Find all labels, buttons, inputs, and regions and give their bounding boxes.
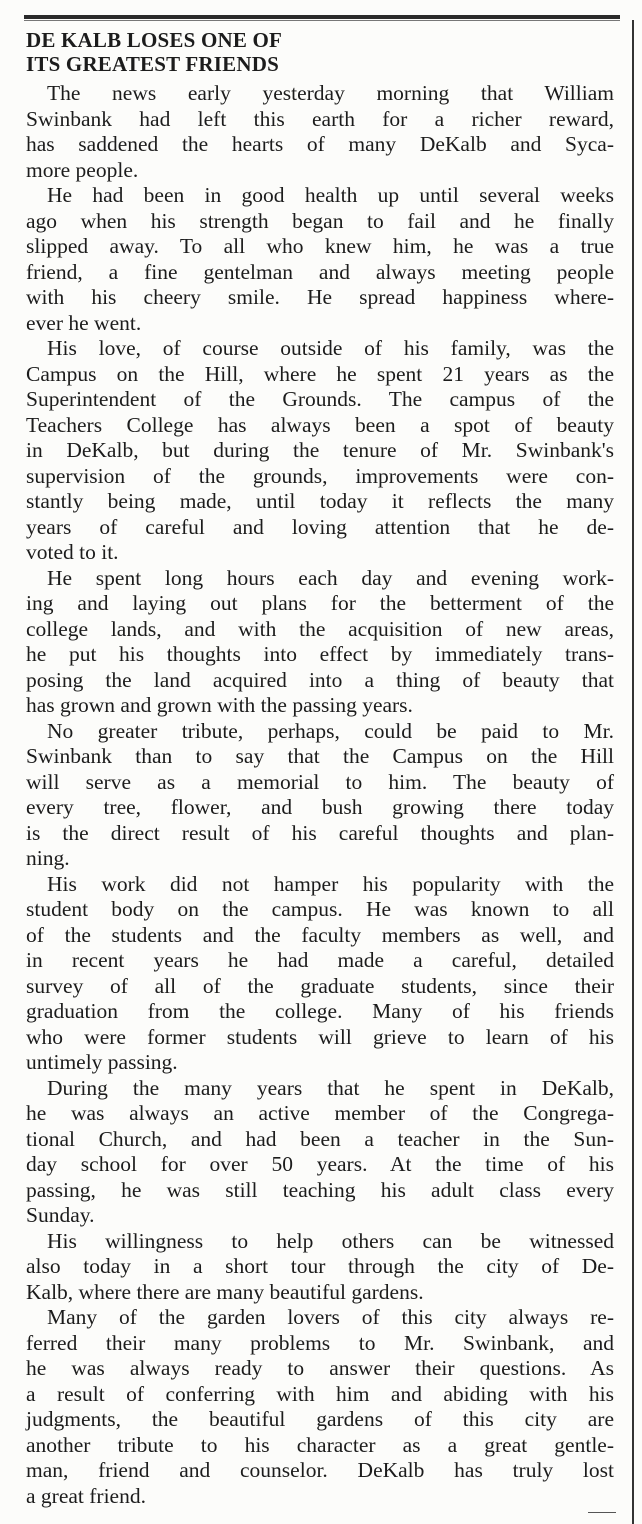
text-line: slipped away. To all who knew him, he was a true bbox=[26, 234, 614, 258]
headline-line: ITS GREATEST FRIENDS bbox=[26, 52, 279, 76]
text-line: day school for over 50 years. At the time of his bbox=[26, 1152, 614, 1176]
text-line: Swinbank than to say that the Campus on the Hill bbox=[26, 744, 614, 768]
text-line: Teachers College has always been a spot of beauty bbox=[26, 412, 614, 437]
paragraph bbox=[26, 1305, 614, 1509]
text-line: with his cheery smile. He spread happiness where- bbox=[26, 285, 614, 309]
article-body bbox=[26, 81, 614, 1509]
text-line: tional Church, and had been a teacher in the Sun- bbox=[26, 1126, 614, 1151]
text-line: passing, he was still teaching his adult class every bbox=[26, 1177, 614, 1202]
text-line: in DeKalb, but during the tenure of Mr. Swinbank's bbox=[26, 438, 614, 462]
text-line: stantly being made, until today it reflects the many bbox=[26, 489, 614, 513]
text-line: During the many years that he spent in DeKalb, bbox=[47, 1075, 614, 1100]
text-line: he was always ready to answer their questions. As bbox=[26, 1356, 614, 1380]
text-line: His love, of course outside of his family, was the bbox=[47, 336, 614, 360]
text-line: judgments, the beautiful gardens of this city are bbox=[26, 1407, 614, 1431]
text-line: The news early yesterday morning that William bbox=[47, 81, 614, 105]
headline-line: DE KALB LOSES ONE OF bbox=[26, 28, 283, 52]
top-rule bbox=[24, 15, 620, 19]
text-line: is the direct result of his careful thoughts and plan- bbox=[26, 820, 614, 845]
text-line: also today in a short tour through the city of De- bbox=[26, 1254, 614, 1278]
paragraph bbox=[26, 336, 614, 566]
paragraph bbox=[26, 566, 614, 719]
text-line: friend, a fine gentelman and always meeting people bbox=[26, 259, 614, 284]
text-line: supervision of the grounds, improvements were con- bbox=[26, 463, 614, 488]
text-line: has saddened the hearts of many DeKalb and Syca- bbox=[26, 132, 614, 156]
text-line: ago when his strength began to fail and he finally bbox=[26, 208, 614, 233]
text-line: voted to it. bbox=[26, 540, 119, 564]
headline bbox=[26, 28, 426, 76]
text-line: more people. bbox=[26, 157, 139, 182]
text-line: in recent years he had made a careful, detailed bbox=[26, 948, 614, 972]
text-line: untimely passing. bbox=[26, 1050, 178, 1074]
text-line: years of careful and loving attention that he de- bbox=[26, 514, 614, 539]
text-line: ing and laying out plans for the betterment of the bbox=[26, 591, 614, 615]
text-line: has grown and grown with the passing years. bbox=[26, 693, 413, 717]
paragraph bbox=[26, 872, 614, 1076]
text-line: Superintendent of the Grounds. The campus of the bbox=[26, 387, 614, 411]
text-line: Many of the garden lovers of this city always re- bbox=[47, 1305, 614, 1329]
text-line: of the students and the faculty members as well, and bbox=[26, 922, 614, 947]
text-line: His work did not hamper his popularity with the bbox=[47, 871, 614, 896]
paragraph bbox=[26, 81, 614, 183]
column-rule bbox=[632, 20, 634, 1524]
text-line: posing the land acquired into a thing of beauty that bbox=[26, 667, 614, 692]
end-rule bbox=[588, 1512, 616, 1513]
text-line: ning. bbox=[26, 846, 70, 870]
text-line: every tree, flower, and bush growing there today bbox=[26, 795, 614, 819]
text-line: he put his thoughts into effect by immediately trans- bbox=[26, 642, 614, 666]
paragraph bbox=[26, 1229, 614, 1306]
text-line: ferred their many problems to Mr. Swinbank, and bbox=[26, 1330, 614, 1355]
paragraph bbox=[26, 183, 614, 336]
text-line: Kalb, where there are many beautiful gardens. bbox=[26, 1279, 424, 1304]
text-line: a result of conferring with him and abiding with his bbox=[26, 1381, 614, 1406]
text-line: Sunday. bbox=[26, 1203, 95, 1227]
text-line: will serve as a memorial to him. The beauty of bbox=[26, 769, 614, 794]
text-line: He spent long hours each day and evening work- bbox=[47, 565, 614, 590]
text-line: graduation from the college. Many of his friends bbox=[26, 999, 614, 1023]
top-rule-thin bbox=[24, 20, 620, 21]
text-line: student body on the campus. He was known to all bbox=[26, 897, 614, 921]
text-line: who were former students will grieve to learn of his bbox=[26, 1024, 614, 1049]
text-line: he was always an active member of the Congrega- bbox=[26, 1101, 614, 1125]
text-line: survey of all of the graduate students, since their bbox=[26, 973, 614, 998]
text-line: His willingness to help others can be witnessed bbox=[47, 1228, 614, 1253]
paragraph bbox=[26, 1076, 614, 1229]
text-line: a great friend. bbox=[26, 1483, 146, 1508]
text-line: man, friend and counselor. DeKalb has truly lost bbox=[26, 1458, 614, 1482]
text-line: ever he went. bbox=[26, 310, 142, 335]
text-line: Campus on the Hill, where he spent 21 years as the bbox=[26, 361, 614, 386]
text-line: He had been in good health up until several weeks bbox=[47, 183, 614, 207]
text-line: No greater tribute, perhaps, could be paid to Mr. bbox=[47, 718, 614, 743]
text-line: Swinbank had left this earth for a richer reward, bbox=[26, 106, 614, 131]
text-line: college lands, and with the acquisition of new areas, bbox=[26, 616, 614, 641]
paragraph bbox=[26, 719, 614, 872]
text-line: another tribute to his character as a great gentle- bbox=[26, 1432, 614, 1457]
